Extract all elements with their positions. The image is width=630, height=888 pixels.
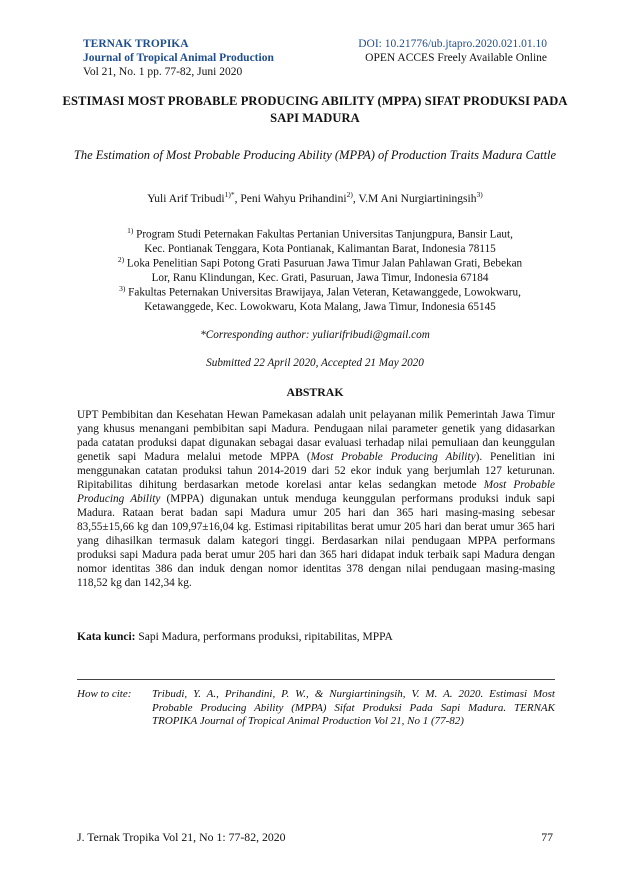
- journal-name: TERNAK TROPIKA: [83, 38, 189, 50]
- affiliation-line: Program Studi Peternakan Fakultas Pertanian Universitas Tanjungpura, Bansir Laut,: [136, 228, 513, 241]
- author-sup: 1)*: [224, 190, 235, 199]
- journal-volume: Vol 21, No. 1 pp. 77-82, Juni 2020: [83, 66, 243, 78]
- affiliation-line: Loka Penelitian Sapi Potong Grati Pasuruan Jawa Timur Jalan Pahlawan Grati, Bebekan: [126, 257, 523, 270]
- author-name: Peni Wahyu Prihandini: [240, 192, 347, 205]
- corresponding-email[interactable]: yuliarifribudi@gmail.com: [312, 329, 430, 341]
- abstract-text: UPT Pembibitan dan Kesehatan Hewan Pamekasan adalah unit pelayanan milik Pemerintah Jawa Timur yang khusus menangani pembibitan sapi Madura. Pendugaan nilai parameter genetik yang didasarkan pada catatan produksi dapat digunakan sebagai dasar evaluasi terhadap nilai pemuliaan dan keunggulan genetik sapi Madura melalui metode MPPA (: [77, 409, 555, 463]
- author-sup: 2): [346, 190, 353, 199]
- affiliation-number: 2): [117, 255, 125, 264]
- page-number: 77: [541, 830, 553, 844]
- author-sup: 3): [476, 190, 483, 199]
- footer-journal: J. Ternak Tropika Vol 21, No 1: 77-82, 2020: [77, 830, 286, 844]
- affiliation-line: Fakultas Peternakan Universitas Brawijaya, Jalan Veteran, Ketawanggede, Lowokwaru,: [128, 286, 521, 299]
- affiliation-2: [90, 253, 550, 286]
- abstract-term: Most Probable Producing Ability: [77, 479, 555, 505]
- keywords-label: Kata kunci:: [77, 631, 136, 643]
- abstract-heading: ABSTRAK: [286, 385, 344, 399]
- affiliation-line: Lor, Ranu Klindungan, Kec. Grati, Pasuruan, Jawa Timur, Indonesia 67184: [151, 272, 489, 285]
- article-subtitle: The Estimation of Most Probable Producing Ability (MPPA) of Production Traits Madura Cattle: [73, 148, 557, 162]
- affiliation-number: 1): [127, 226, 134, 235]
- keywords: [77, 631, 555, 643]
- corresponding-label: *Corresponding author:: [200, 329, 310, 341]
- affiliation-line: Kec. Pontianak Tenggara, Kota Pontianak, Kalimantan Barat, Indonesia 78115: [144, 243, 496, 256]
- affiliation-number: 3): [119, 284, 126, 293]
- author-list: Yuli Arif Tribudi$^{1)*}$, Peni Wahyu Prihandini$^{2)}$, V.M Ani Nurgiartiningsih$^{3)}$: [147, 190, 483, 205]
- open-access: OPEN ACCES Freely Available Online: [365, 52, 547, 64]
- author-name: V.M Ani Nurgiartiningsih: [358, 192, 477, 205]
- abstract-term: Most Probable Producing Ability: [310, 451, 476, 463]
- doi[interactable]: DOI: 10.21776/ub.jtapro.2020.021.01.10: [358, 38, 547, 50]
- abstract-text: ). Penelitian ini menggunakan catatan produksi tahun 2014-2019 dari 52 ekor induk yang berjumlah 127 keturunan. Ripitabilitas dihitung berdasarkan metode korelasi antar kelas sedangkan metode: [77, 451, 555, 491]
- affiliation-line: Ketawanggede, Kec. Lowokwaru, Kota Malang, Jawa Timur, Indonesia 65145: [144, 301, 496, 314]
- citation-label: How to cite:: [77, 688, 132, 700]
- citation-text: Tribudi, Y. A., Prihandini, P. W., & Nurgiartiningsih, V. M. A. 2020. Estimasi Most Probable Producing Ability (MPPA) Sifat Produksi Pada Sapi Madura. TERNAK TROPIKA Journal of Tropical Animal Production Vol 21, No 1 (77-82): [152, 688, 555, 727]
- abstract-body: [77, 408, 555, 590]
- abstract-text: (MPPA) digunakan untuk menduga keunggulan performans produksi induk sapi Madura. Rataan berat badan sapi Madura umur 205 hari dan 365 hari masing-masing sebesar 83,55±15,66 kg dan 109,97±16,04 kg. Estimasi ripitabilitas berat umur 205 hari dan berat umur 365 hari yang dihasilkan termasuk dalam kategori tinggi. Berdasarkan nilai pendugaan MPPA performans produksi sapi Madura pada berat umur 205 hari dan 365 hari didapat induk terbaik sapi Madura dengan nomor identitas 386 dan induk dengan nomor identitas 378 dengan nilai pendugaan masing-masing 118,52 kg dan 142,34 kg.: [77, 493, 555, 589]
- submission-dates: Submitted 22 April 2020, Accepted 21 May 2020: [206, 357, 424, 369]
- keywords-text: Sapi Madura, performans produksi, ripitabilitas, MPPA: [138, 631, 393, 643]
- article-title: ESTIMASI MOST PROBABLE PRODUCING ABILITY (MPPA) SIFAT PRODUKSI PADA SAPI MADURA: [62, 94, 568, 125]
- author-name: Yuli Arif Tribudi: [147, 192, 225, 205]
- affiliation-3: [90, 282, 550, 315]
- divider: [77, 679, 555, 680]
- journal-fullname: Journal of Tropical Animal Production: [83, 52, 274, 64]
- affiliation-1: [90, 224, 550, 257]
- corresponding-author: [60, 329, 570, 341]
